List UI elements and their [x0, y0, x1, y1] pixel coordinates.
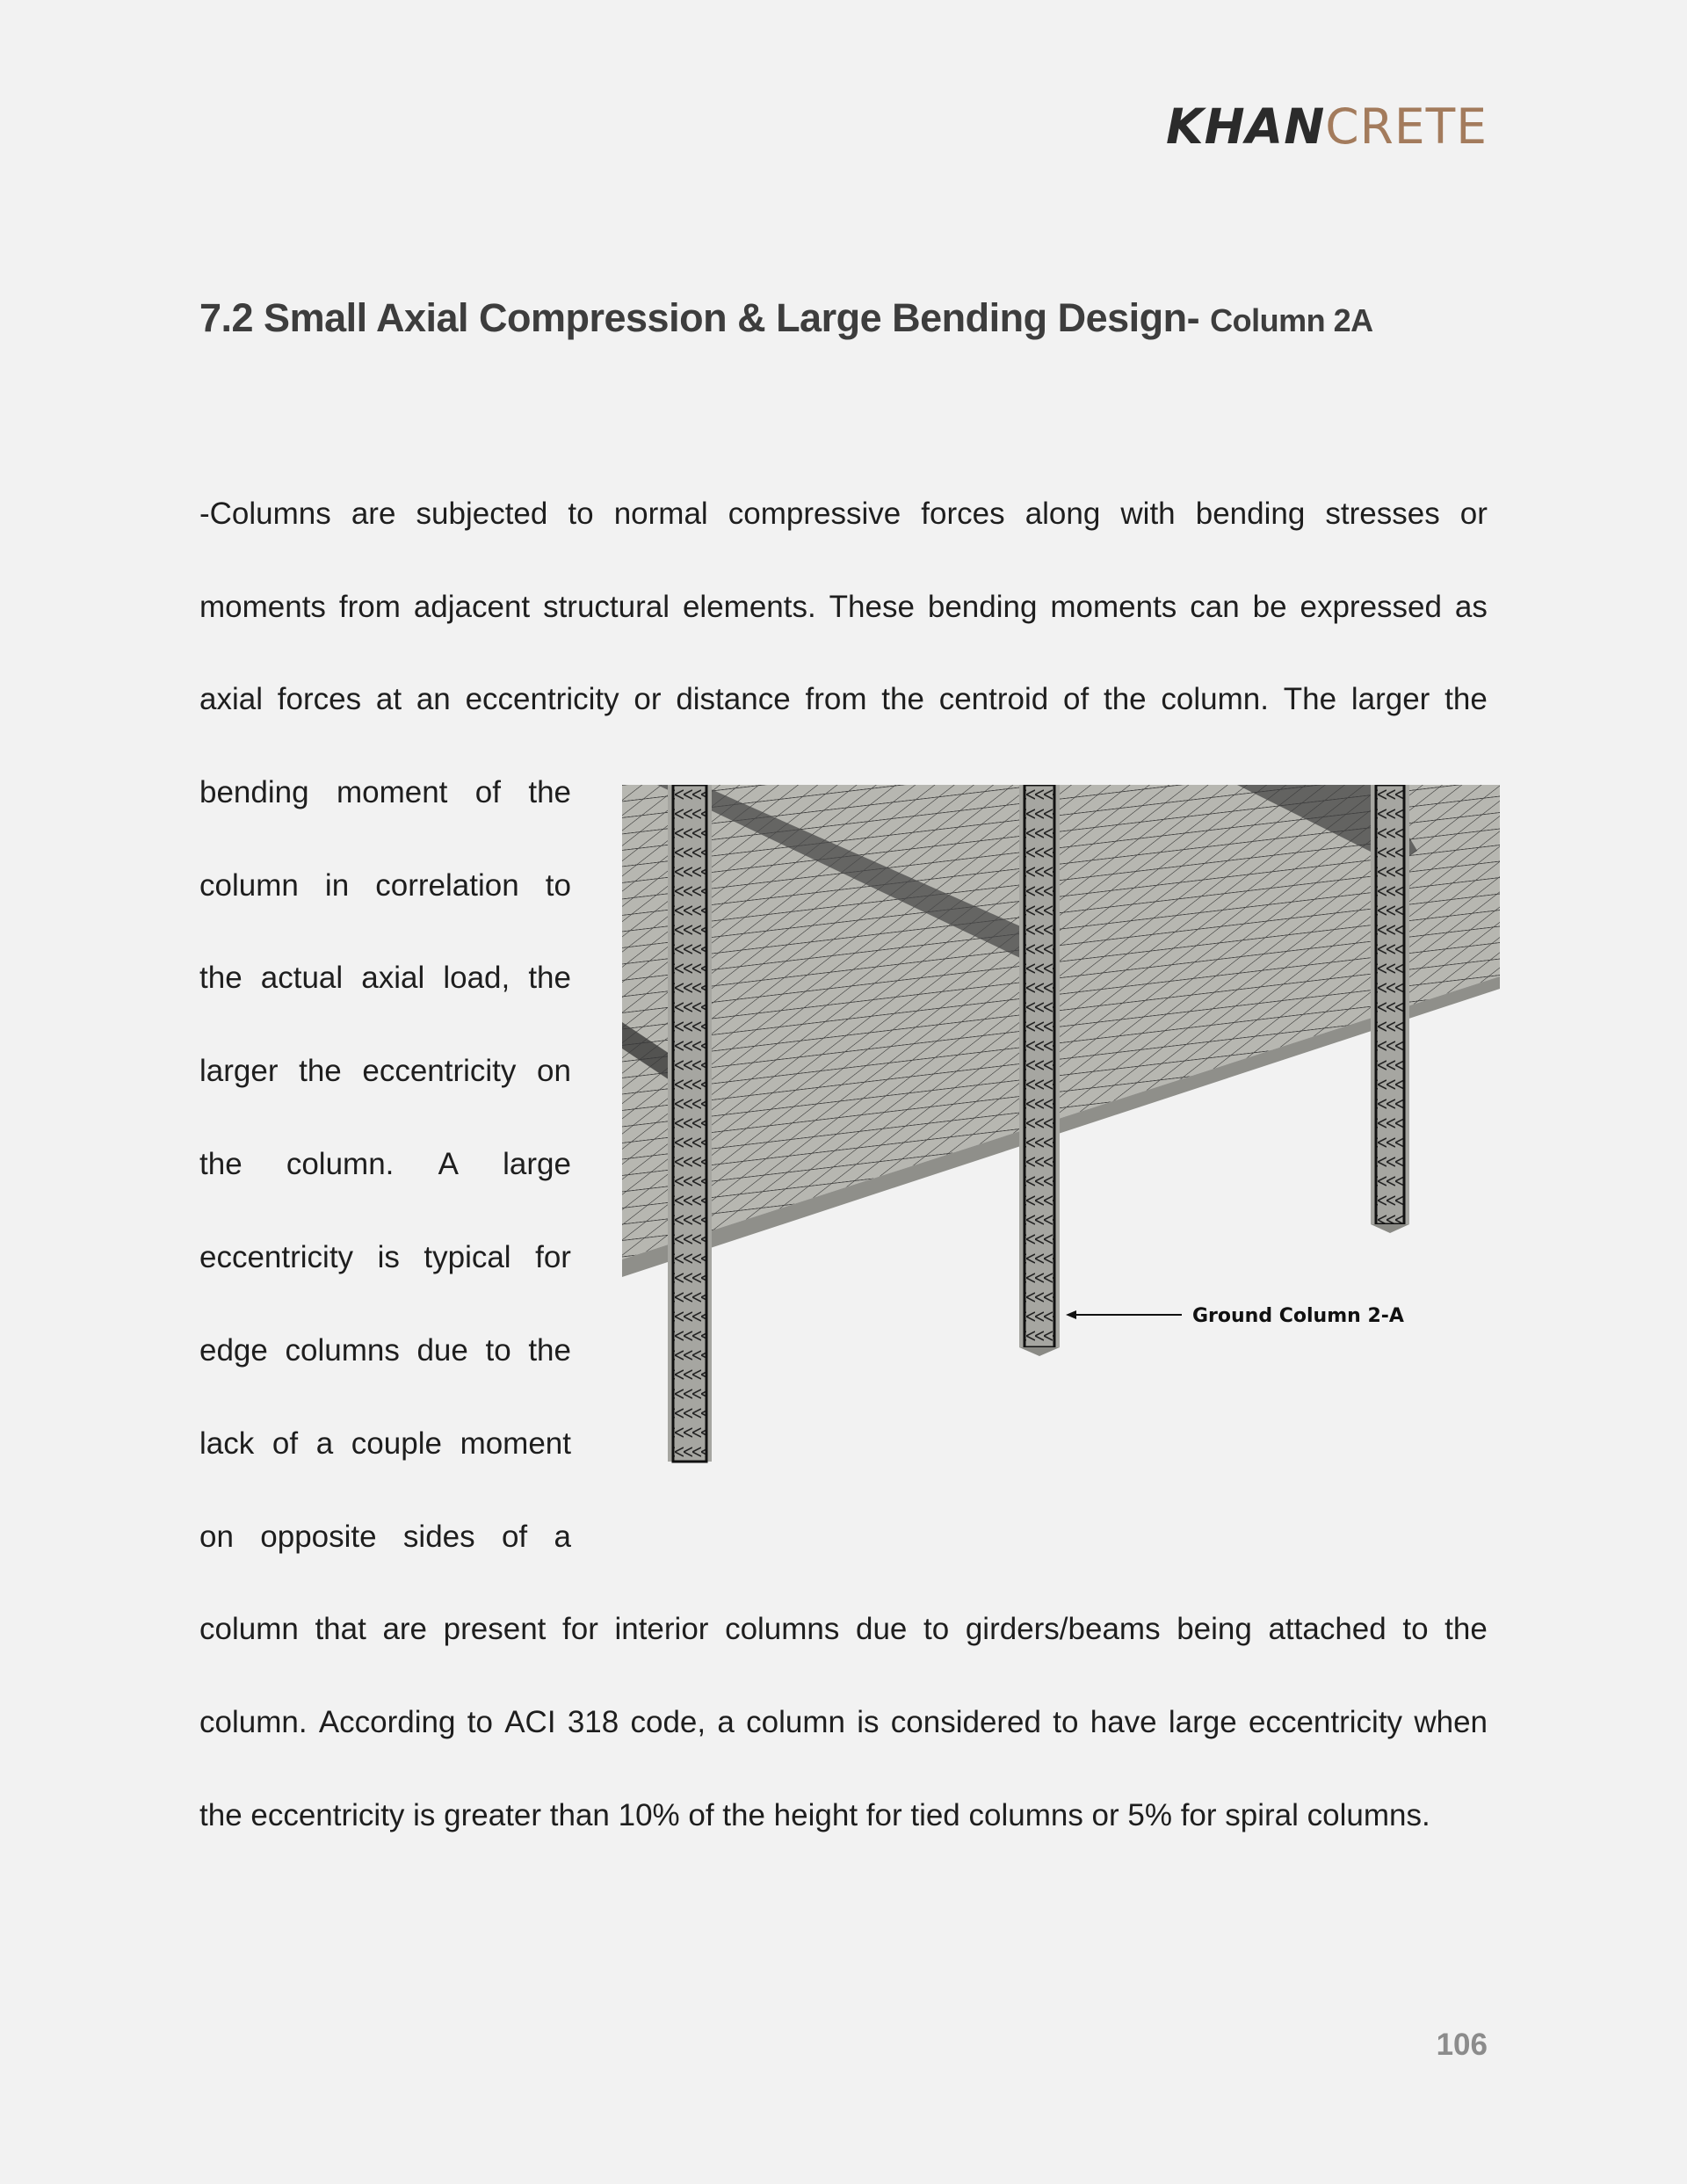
- body-line: eccentricity is typical for: [199, 1240, 571, 1274]
- brand-logo-light: CRETE: [1325, 98, 1488, 155]
- column-right: [1371, 785, 1409, 1233]
- body-line: larger the eccentricity on: [199, 1054, 571, 1088]
- column-left: [668, 785, 712, 1462]
- section-title: [199, 295, 1373, 341]
- body-line: edge columns due to the: [199, 1333, 571, 1368]
- body-line: on opposite sides of a: [199, 1520, 571, 1554]
- body-line: column. According to ACI 318 code, a column is considered to have large eccentricity when: [199, 1705, 1488, 1739]
- slab: [622, 785, 1500, 1277]
- brand-logo-bold: KHAN: [1166, 98, 1326, 155]
- body-line: the actual axial load, the: [199, 961, 571, 995]
- rebar-model-figure: [622, 785, 1500, 1466]
- figure-label: Ground Column 2-A: [1192, 1305, 1404, 1327]
- column-middle: [1019, 785, 1060, 1356]
- page-number: 106: [1436, 2028, 1488, 2062]
- body-line: lack of a couple moment: [199, 1426, 571, 1461]
- section-title-main: 7.2 Small Axial Compression & Large Bending Design-: [199, 295, 1200, 340]
- section-title-sub: Column 2A: [1210, 302, 1373, 338]
- body-line: axial forces at an eccentricity or distance from the centroid of the column. The larger the: [199, 682, 1488, 716]
- body-line: -Columns are subjected to normal compressive forces along with bending stresses or: [199, 497, 1488, 531]
- brand-logo: [1166, 98, 1488, 155]
- body-line: the column. A large: [199, 1147, 571, 1181]
- body-line: column in correlation to: [199, 868, 571, 903]
- body-line: bending moment of the: [199, 775, 571, 809]
- body-line: column that are present for interior columns due to girders/beams being attached to the: [199, 1612, 1488, 1646]
- body-line: the eccentricity is greater than 10% of the height for tied columns or 5% for spiral columns.: [199, 1798, 1430, 1832]
- body-line: moments from adjacent structural elements. These bending moments can be expressed as: [199, 590, 1488, 624]
- callout-arrow: [1066, 1310, 1182, 1319]
